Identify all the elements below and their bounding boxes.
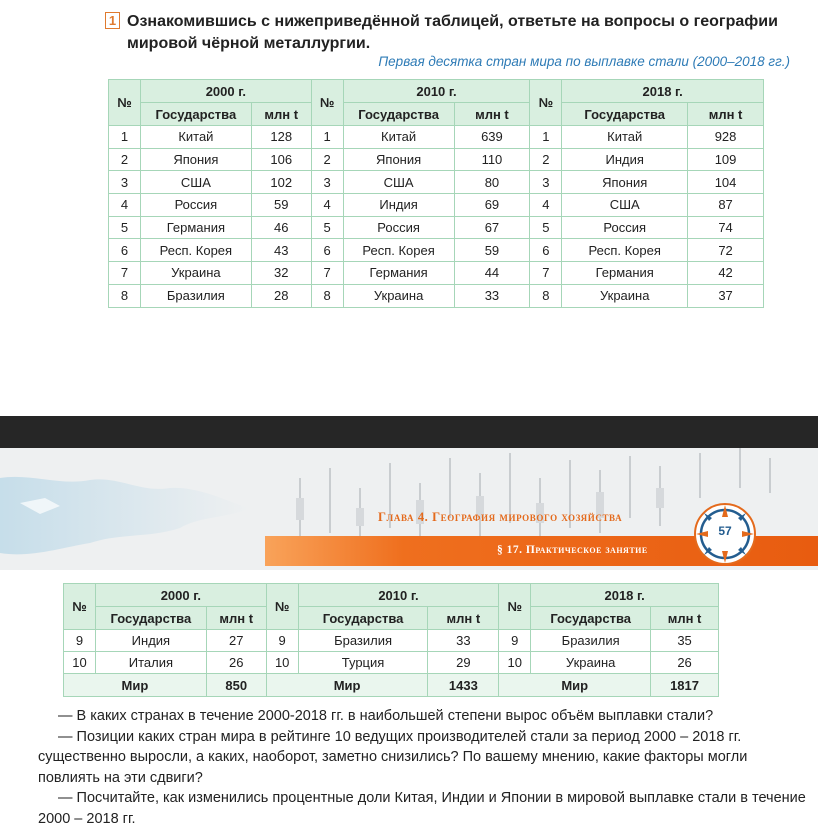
num-header: № — [530, 80, 562, 126]
value-cell: 33 — [428, 630, 499, 652]
country-cell: Бразилия — [531, 630, 651, 652]
rank-cell: 1 — [311, 126, 343, 149]
value-cell: 110 — [454, 148, 530, 171]
questions-block — [38, 706, 808, 829]
value-cell: 109 — [688, 148, 764, 171]
table-row — [109, 216, 764, 239]
num-header: № — [64, 584, 96, 630]
value-cell: 28 — [251, 284, 311, 307]
rank-cell: 8 — [109, 284, 141, 307]
table-row — [109, 284, 764, 307]
country-cell: Япония — [562, 171, 688, 194]
rank-cell: 2 — [109, 148, 141, 171]
rank-cell: 8 — [530, 284, 562, 307]
country-cell: США — [343, 171, 454, 194]
country-cell: Респ. Корея — [343, 239, 454, 262]
country-cell: Германия — [562, 262, 688, 285]
table-row — [64, 652, 719, 674]
country-cell: Германия — [140, 216, 251, 239]
value-cell: 59 — [454, 239, 530, 262]
value-cell: 80 — [454, 171, 530, 194]
country-cell: Япония — [343, 148, 454, 171]
country-cell: Респ. Корея — [140, 239, 251, 262]
country-cell: Индия — [95, 630, 206, 652]
rank-cell: 3 — [109, 171, 141, 194]
value-cell: 46 — [251, 216, 311, 239]
num-header: № — [499, 584, 531, 630]
rank-cell: 10 — [266, 652, 298, 674]
table-row — [64, 630, 719, 652]
country-cell: Китай — [562, 126, 688, 149]
world-label: Мир — [266, 674, 428, 697]
value-cell: 26 — [206, 652, 266, 674]
country-cell: Россия — [562, 216, 688, 239]
country-cell: Бразилия — [298, 630, 428, 652]
table-row — [109, 171, 764, 194]
value-cell: 74 — [688, 216, 764, 239]
value-cell: 37 — [688, 284, 764, 307]
rank-cell: 7 — [311, 262, 343, 285]
rank-cell: 3 — [311, 171, 343, 194]
value-cell: 87 — [688, 194, 764, 217]
value-cell: 639 — [454, 126, 530, 149]
value-cell: 72 — [688, 239, 764, 262]
unit-header: млн t — [428, 607, 499, 630]
question-1: — В каких странах в течение 2000-2018 гг. в наибольшей степени вырос объём выплавки стали? — [58, 708, 714, 724]
world-total-2000: 850 — [206, 674, 266, 697]
unit-header: млн t — [251, 103, 311, 126]
rank-cell: 7 — [109, 262, 141, 285]
value-cell: 106 — [251, 148, 311, 171]
country-header: Государства — [95, 607, 206, 630]
unit-header: млн t — [688, 103, 764, 126]
value-cell: 102 — [251, 171, 311, 194]
year-header-2000: 2000 г. — [95, 584, 266, 607]
table-caption: Первая десятка стран мира по выплавке стали (2000–2018 гг.) — [378, 54, 790, 69]
rank-cell: 9 — [266, 630, 298, 652]
world-label: Мир — [499, 674, 651, 697]
country-cell: Италия — [95, 652, 206, 674]
country-cell: Россия — [140, 194, 251, 217]
value-cell: 29 — [428, 652, 499, 674]
task-text: Ознакомившись с нижеприведённой таблицей, ответьте на вопросы о географии мировой чёрной металлургии. — [127, 13, 778, 52]
unit-header: млн t — [206, 607, 266, 630]
value-cell: 44 — [454, 262, 530, 285]
section-title: § 17. Практическое занятие — [497, 544, 648, 556]
rank-cell: 10 — [499, 652, 531, 674]
num-header: № — [266, 584, 298, 630]
country-header: Государства — [531, 607, 651, 630]
value-cell: 67 — [454, 216, 530, 239]
country-cell: Украина — [562, 284, 688, 307]
country-cell: Украина — [343, 284, 454, 307]
country-cell: США — [140, 171, 251, 194]
country-cell: Китай — [343, 126, 454, 149]
rank-cell: 3 — [530, 171, 562, 194]
rank-cell: 4 — [311, 194, 343, 217]
country-header: Государства — [140, 103, 251, 126]
rank-cell: 1 — [109, 126, 141, 149]
country-header: Государства — [298, 607, 428, 630]
country-cell: Респ. Корея — [562, 239, 688, 262]
rank-cell: 9 — [64, 630, 96, 652]
year-header-2010: 2010 г. — [343, 80, 530, 103]
num-header: № — [109, 80, 141, 126]
unit-header: млн t — [651, 607, 719, 630]
rank-cell: 7 — [530, 262, 562, 285]
country-cell: Германия — [343, 262, 454, 285]
year-header-2000: 2000 г. — [140, 80, 311, 103]
year-header-2018: 2018 г. — [562, 80, 764, 103]
value-cell: 33 — [454, 284, 530, 307]
value-cell: 59 — [251, 194, 311, 217]
rank-cell: 4 — [109, 194, 141, 217]
country-cell: США — [562, 194, 688, 217]
year-header-2010: 2010 г. — [298, 584, 499, 607]
question-3: — Посчитайте, как изменились процентные доли Китая, Индии и Японии в мировой выплавке стали в течение 2000 – 2018 гг. — [38, 790, 806, 827]
country-cell: Украина — [140, 262, 251, 285]
world-total-2018: 1817 — [651, 674, 719, 697]
world-label: Мир — [64, 674, 207, 697]
value-cell: 35 — [651, 630, 719, 652]
country-cell: Китай — [140, 126, 251, 149]
value-cell: 128 — [251, 126, 311, 149]
value-cell: 32 — [251, 262, 311, 285]
question-2: — Позиции каких стран мира в рейтинге 10 ведущих производителей стали за период 2000 – 2018 гг. существенно выросли, а каких, наоборот, заметно снизились? По вашему мнению, какие факторы могли повлиять на эти сдвиги? — [38, 728, 748, 786]
rank-cell: 2 — [311, 148, 343, 171]
rank-cell: 6 — [530, 239, 562, 262]
value-cell: 26 — [651, 652, 719, 674]
rank-cell: 1 — [530, 126, 562, 149]
rank-cell: 10 — [64, 652, 96, 674]
num-header: № — [311, 80, 343, 126]
value-cell: 104 — [688, 171, 764, 194]
value-cell: 928 — [688, 126, 764, 149]
rank-cell: 5 — [109, 216, 141, 239]
rank-cell: 2 — [530, 148, 562, 171]
rank-cell: 5 — [311, 216, 343, 239]
table-row — [109, 194, 764, 217]
country-cell: Индия — [343, 194, 454, 217]
table-row — [109, 262, 764, 285]
country-cell: Бразилия — [140, 284, 251, 307]
world-total-row — [64, 674, 719, 697]
chapter-title: Глава 4. География мирового хозяйства — [378, 510, 623, 524]
table-row — [109, 148, 764, 171]
rank-cell: 4 — [530, 194, 562, 217]
steel-table-top — [108, 79, 764, 308]
table-row — [109, 126, 764, 149]
country-cell: Россия — [343, 216, 454, 239]
value-cell: 43 — [251, 239, 311, 262]
country-header: Государства — [562, 103, 688, 126]
page-break-band — [0, 416, 818, 448]
world-total-2010: 1433 — [428, 674, 499, 697]
value-cell: 27 — [206, 630, 266, 652]
rank-cell: 6 — [109, 239, 141, 262]
page-number: 57 — [718, 524, 732, 538]
rank-cell: 6 — [311, 239, 343, 262]
year-header-2018: 2018 г. — [531, 584, 719, 607]
country-cell: Япония — [140, 148, 251, 171]
country-cell: Украина — [531, 652, 651, 674]
value-cell: 69 — [454, 194, 530, 217]
task-number-badge: 1 — [105, 12, 120, 29]
steel-table-bottom — [63, 583, 719, 697]
value-cell: 42 — [688, 262, 764, 285]
rank-cell: 8 — [311, 284, 343, 307]
country-cell: Турция — [298, 652, 428, 674]
country-header: Государства — [343, 103, 454, 126]
country-cell: Индия — [562, 148, 688, 171]
table-row — [109, 239, 764, 262]
rank-cell: 5 — [530, 216, 562, 239]
unit-header: млн t — [454, 103, 530, 126]
rank-cell: 9 — [499, 630, 531, 652]
